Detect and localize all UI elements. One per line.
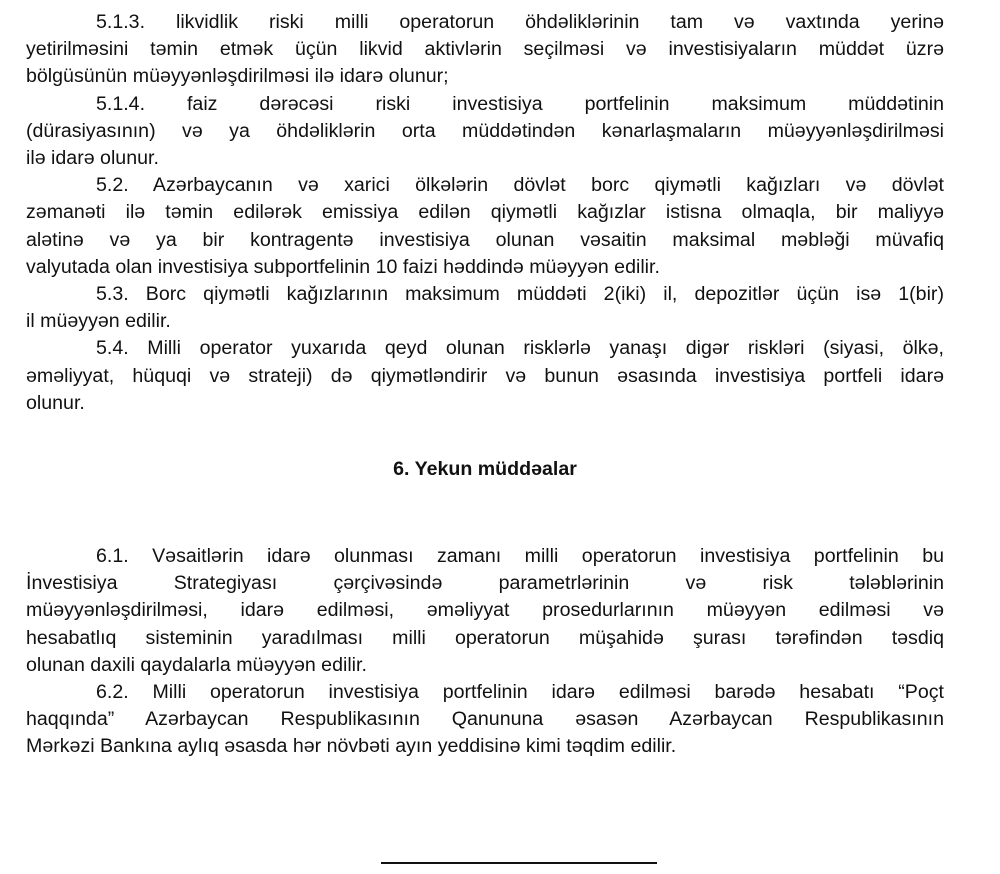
text-line: yetirilməsini təmin etmək üçün likvid aktivlərin seçilməsi və investisiyaların müddət üzrə <box>26 38 944 61</box>
clause-5-1-3 <box>26 9 944 91</box>
section-5-text <box>26 9 944 417</box>
text-line: 5.1.4. faiz dərəcəsi riski investisiya portfelinin maksimum müddətinin <box>96 92 944 115</box>
section-heading: 6. Yekun müddəalar <box>393 458 577 480</box>
clause-6-2 <box>26 679 944 761</box>
text-line: 5.1.3. likvidlik riski milli operatorun öhdəliklərinin tam və vaxtında yerinə <box>96 11 944 33</box>
text-line: valyutada olan investisiya subportfelinin 10 faizi həddində müəyyən edilir. <box>26 255 660 278</box>
text-line: əməliyyat, hüquqi və strateji) də qiymətləndirir və bunun əsasında investisiya portfeli idarə <box>26 364 944 387</box>
text-line: müəyyənləşdirilməsi, idarə edilməsi, əməliyyat prosedurlarının müəyyən edilməsi və <box>26 599 944 622</box>
section-6-text <box>26 543 944 761</box>
text-line: olunur. <box>26 391 85 414</box>
text-line: 5.2. Azərbaycanın və xarici ölkələrin dövlət borc qiymətli kağızları və dövlət <box>96 174 944 197</box>
footer-divider <box>381 862 657 864</box>
text-line: olunan daxili qaydalarla müəyyən edilir. <box>26 653 367 676</box>
text-line: 5.4. Milli operator yuxarıda qeyd olunan risklərlə yanaşı digər riskləri (siyasi, ölkə, <box>96 337 944 360</box>
clause-6-1 <box>26 543 944 679</box>
text-line: bölgüsünün müəyyənləşdirilməsi ilə idarə olunur; <box>26 65 449 88</box>
text-line: (dürasiyasının) və ya öhdəliklərin orta müddətindən kənarlaşmaların müəyyənləşdirilməsi <box>26 119 944 142</box>
clause-5-1-4 <box>26 91 944 173</box>
text-line: 6.1. Vəsaitlərin idarə olunması zamanı milli operatorun investisiya portfelinin bu <box>96 545 944 567</box>
text-line: İnvestisiya Strategiyası çərçivəsində parametrlərinin və risk tələblərinin <box>26 572 944 595</box>
text-line: hesabatlıq sisteminin yaradılması milli operatorun müşahidə şurası tərəfindən təsdiq <box>26 626 944 649</box>
text-line: il müəyyən edilir. <box>26 310 171 333</box>
clause-5-2 <box>26 172 944 281</box>
text-line: zəmanəti ilə təmin edilərək emissiya edilən qiymətli kağızlar istisna olmaqla, bir maliyyə <box>26 201 944 224</box>
clause-5-3 <box>26 281 944 335</box>
text-line: 6.2. Milli operatorun investisiya portfelinin idarə edilməsi barədə hesabatı “Poçt <box>96 681 944 704</box>
text-line: ilə idarə olunur. <box>26 147 159 170</box>
text-line: Mərkəzi Bankına aylıq əsasda hər növbəti ayın yeddisinə kimi təqdim edilir. <box>26 735 677 758</box>
text-line: haqqında” Azərbaycan Respublikasının Qanununa əsasən Azərbaycan Respublikasının <box>26 708 944 731</box>
text-line: alətinə və ya bir kontragentə investisiya olunan vəsaitin maksimal məbləği müvafiq <box>26 228 944 251</box>
clause-5-4 <box>26 335 944 417</box>
text-line: 5.3. Borc qiymətli kağızlarının maksimum müddəti 2(iki) il, depozitlər üçün isə 1(bir) <box>96 283 944 306</box>
